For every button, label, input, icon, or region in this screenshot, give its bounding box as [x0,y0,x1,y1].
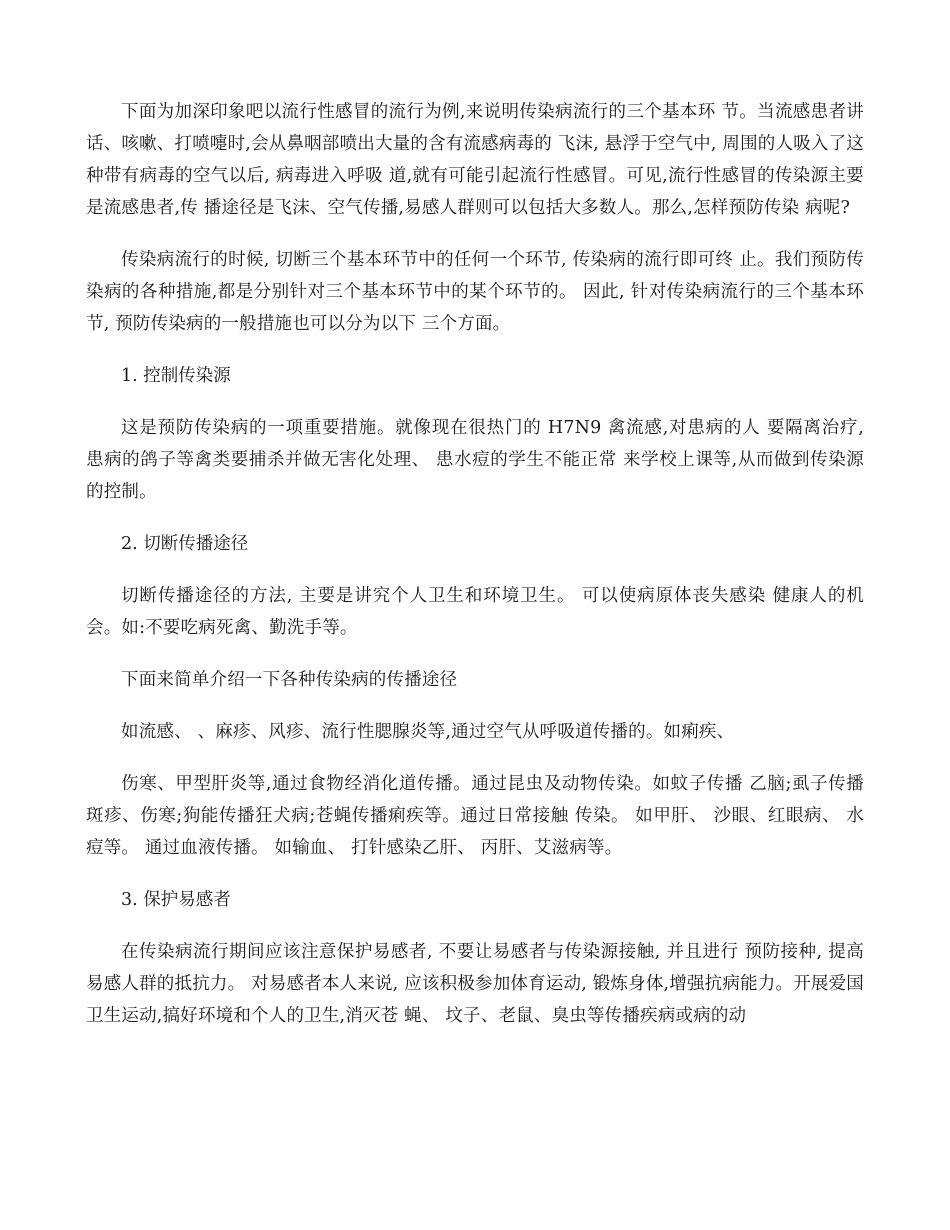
paragraph-gap [86,508,864,528]
paragraph-gap [86,392,864,412]
heading-protect-susceptible: 3. 保护易感者 [121,890,231,910]
paragraph-other-routes: 伤寒、甲型肝炎等,通过食物经消化道传播。通过昆虫及动物传染。如蚊子传播 乙脑;虱子传播斑疹、伤寒;狗能传播狂犬病;苍蝇传播痢疾等。通过日常接触 传染。 如甲肝、 沙眼、红眼病、 水痘等。 通过血液传播。 如输血、 打针感染乙肝、 丙肝、艾滋病等。 [86,774,864,858]
paragraph-gap [86,224,864,244]
paragraph-airborne: 如流感、 、麻疹、风疹、流行性腮腺炎等,通过空气从呼吸道传播的。如痢疾、 [121,722,735,742]
paragraph-control-source: 这是预防传染病的一项重要措施。就像现在很热门的 H7N9 禽流感,对患病的人 要隔离治疗, 患病的鸽子等禽类要捕杀并做无害化处理、 患水痘的学生不能正常 来学校上课等,从而做到传染源的控制。 [86,418,864,502]
paragraph-protect-susceptible: 在传染病流行期间应该注意保护易感者, 不要让易感者与传染源接触, 并且进行 预防接种, 提高易感人群的抵抗力。 对易感者本人来说, 应该积极参加体育运动, 锻炼身体,增强抗病能力。开展爱国卫生运动,搞好环境和个人的卫生,消灭苍 蝇、 坟子、老鼠、臭虫等传播疾病或病的动 [86,942,864,1026]
paragraph-routes-intro: 下面来简单介绍一下各种传染病的传播途径 [121,670,458,690]
paragraph-three-links: 传染病流行的时候, 切断三个基本环节中的任何一个环节, 传染病的流行即可终 止。我们预防传染病的各种措施,都是分别针对三个基本环节中的某个环节的。 因此, 针对传染病流行的三个基本环节, 预防传染病的一般措施也可以分为以下 三个方面。 [86,250,864,334]
paragraph-cut-route: 切断传播途径的方法, 主要是讲究个人卫生和环境卫生。 可以使病原体丧失感染 健康人的机会。如:不要吃病死禽、勤洗手等。 [86,586,864,638]
paragraph-flu-example: 下面为加深印象吧以流行性感冒的流行为例,来说明传染病流行的三个基本环 节。当流感患者讲话、咳嗽、打喷嚏时,会从鼻咽部喷出大量的含有流感病毒的 飞沫, 悬浮于空气中, 周围的人吸入了这种带有病毒的空气以后, 病毒进入呼吸 道,就有可能引起流行性感冒。可见,流行性感冒的传染源主要是流感患者,传 播途径是飞沫、空气传播,易感人群则可以包括大多数人。那么,怎样预防传染 病呢? [86,102,864,218]
paragraph-gap [86,864,864,884]
paragraph-gap [86,560,864,580]
paragraph-gap [86,916,864,936]
paragraph-gap [86,696,864,716]
paragraph-gap [86,644,864,664]
heading-control-source: 1. 控制传染源 [121,366,231,386]
paragraph-gap [86,340,864,360]
paragraph-gap [86,748,864,768]
heading-cut-route: 2. 切断传播途径 [121,534,249,554]
